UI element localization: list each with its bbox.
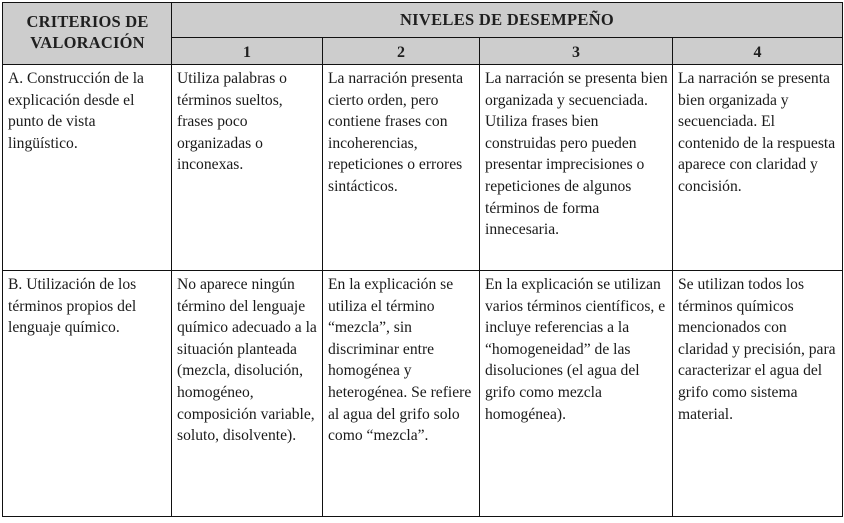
level-1-header: 1: [172, 38, 323, 65]
level-1-cell: Utiliza palabras o términos sueltos, frases poco organizadas o inconexas.: [172, 65, 323, 271]
level-3-cell: La narración se presenta bien organizada y secuenciada. Utiliza frases bien construidas pero pueden presentar imprecisiones o repeticiones de algunos términos de forma innecesaria.: [480, 65, 673, 271]
header-row-top: [3, 3, 843, 38]
criterion-cell: A. Construcción de la explicación desde el punto de vista lingüístico.: [3, 65, 172, 271]
criterion-cell: B. Utilización de los términos propios del lenguaje químico.: [3, 271, 172, 517]
evaluation-rubric-table: [2, 2, 843, 517]
level-3-header: 3: [480, 38, 673, 65]
level-4-cell: La narración se presenta bien organizada y secuenciada. El contenido de la respuesta aparece con claridad y concisión.: [673, 65, 843, 271]
level-2-header: 2: [323, 38, 480, 65]
level-3-cell: En la explicación se utilizan varios términos científicos, e incluye referencias a la “homogeneidad” de las disoluciones (el agua del grifo como mezcla homogénea).: [480, 271, 673, 517]
level-4-cell: Se utilizan todos los términos químicos mencionados con claridad y precisión, para caracterizar el agua del grifo como sistema material.: [673, 271, 843, 517]
performance-levels-header: NIVELES DE DESEMPEÑO: [172, 3, 843, 38]
table-row: [3, 65, 843, 271]
table-row: [3, 271, 843, 517]
level-2-cell: La narración presenta cierto orden, pero contiene frases con incoherencias, repeticiones o errores sintácticos.: [323, 65, 480, 271]
criteria-header: CRITERIOS DE VALORACIÓN: [3, 3, 172, 65]
level-1-cell: No aparece ningún término del lenguaje químico adecuado a la situación planteada (mezcla, disolución, homogéneo, composición variable, soluto, disolvente).: [172, 271, 323, 517]
level-4-header: 4: [673, 38, 843, 65]
level-2-cell: En la explicación se utiliza el término “mezcla”, sin discriminar entre homogénea y heterogénea. Se refiere al agua del grifo solo como “mezcla”.: [323, 271, 480, 517]
